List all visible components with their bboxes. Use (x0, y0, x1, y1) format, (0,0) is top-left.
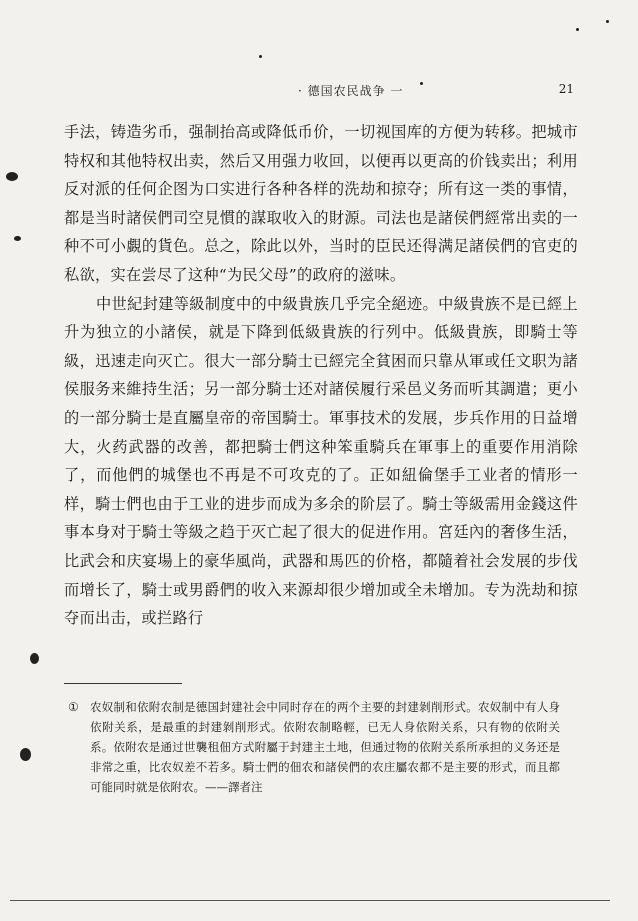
footnote-marker: ① (68, 700, 79, 714)
running-title: · 德国农民战争 一 (298, 84, 404, 98)
speck (606, 20, 609, 23)
page-header (60, 82, 580, 100)
speck (259, 55, 262, 58)
paragraph-middle-nobility: 中世紀封建等級制度中的中級貴族几乎完全絕迹。中級貴族不是已經上升为独立的小諸侯，就是下降到低級貴族的行列中。低級貴族，即騎士等級，迅速走向灭亡。很大一部分騎士已經完全貧困而只靠从軍或任文职为諸侯服务来維持生活；另一部分騎士还对諸侯履行采邑义务而听其調遣；更小的一部分騎士是直屬皇帝的帝国騎士。軍事技术的发展，步兵作用的日益增大，火药武器的改善，都把騎士們这种笨重騎兵在軍事上的重要作用消除了，而他們的城堡也不再是不可攻克的了。正如紐倫堡手工业者的情形一样，騎士們也由于工业的进步而成为多余的阶层了。騎士等級需用金錢这件事本身对于騎士等級之趋于灭亡起了很大的促进作用。宮廷內的奢侈生活，比武会和庆宴場上的豪华風尚，武器和馬匹的价格，都隨着社会发展的步伐而增长了，騎士或男爵們的收入来源却很少增加或全未增加。专为洗劫和掠夺而出击，或拦路行 (64, 294, 578, 628)
speck (14, 236, 21, 241)
speck (20, 748, 31, 761)
speck (576, 28, 579, 31)
scan-edge-line (10, 900, 610, 901)
paragraph-continued: 手法，铸造劣币，强制抬高或降低币价，一切视国库的方便为转移。把城市特权和其他特权出卖，然后又用强力收回，以便再以更高的价钱卖出；利用反对派的任何企图为口实进行各种各样的洗劫和掠夺；所有这一类的事情，都是当时諸侯們司空見慣的謀取收入的財源。司法也是諸侯們經常出卖的一种不可小覷的貨色。总之，除此以外，当时的臣民还得满足諸侯們的官吏的私欲，实在尝尽了这种“为民父母”的政府的滋味。 (64, 123, 578, 284)
footnote-divider (64, 683, 182, 684)
main-text (64, 118, 578, 633)
speck (30, 653, 39, 664)
speck (420, 82, 423, 85)
page-number: 21 (558, 82, 574, 96)
speck (6, 172, 18, 181)
footnote-text: 农奴制和依附农制是德国封建社会中同时存在的两个主要的封建剝削形式。农奴制中有人身依附关系，是最重的封建剝削形式。依附农制略輕，已无人身依附关系，只有物的依附关系。依附农是通过世襲租佃方式附屬于封建主土地，但通过物的依附关系所承担的义务还是非常之重，比农奴差不若多。騎士們的佃农和諸侯們的农庄屬农都不是主要的形式，而且都可能同时就是依附农。——譯者注 (90, 700, 560, 794)
footnote (68, 697, 560, 797)
